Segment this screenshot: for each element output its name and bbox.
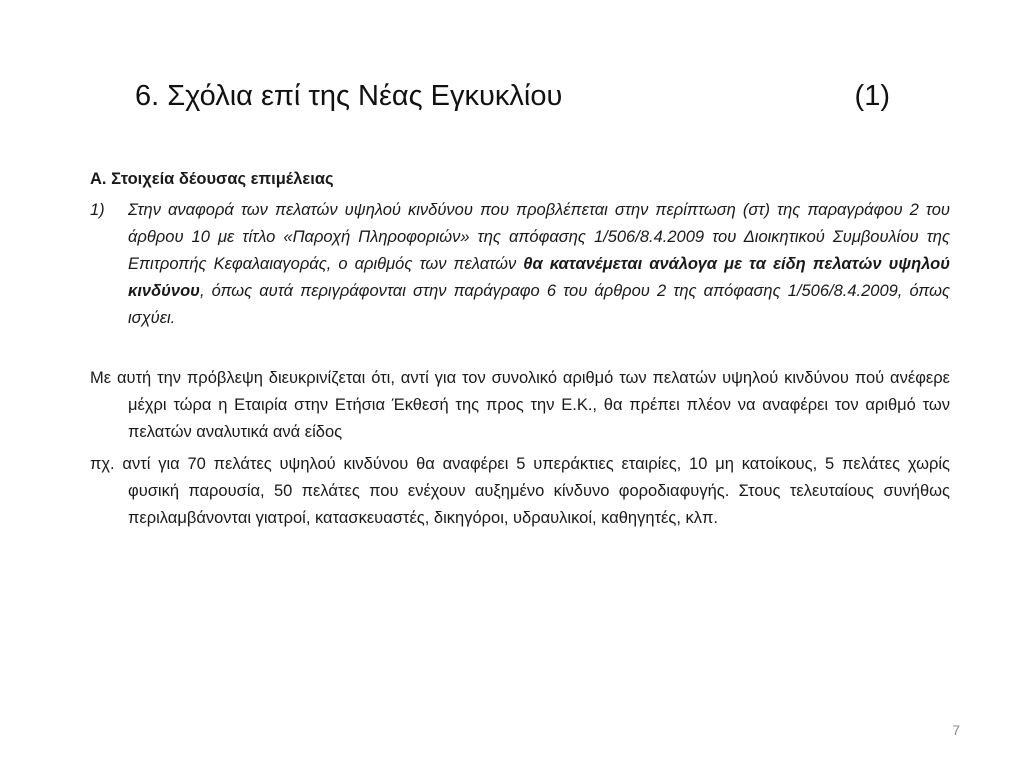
slide-title-row <box>135 76 890 122</box>
list-item-text-end: , όπως αυτά περιγράφονται στην παράγραφο 6 του άρθρου 2 της απόφασης 1/506/8.4.2009, όπως ισχύει. <box>128 282 950 327</box>
list-item-text-start: Στην αναφορά των πελατών υψηλού κινδύνου που προβλέπεται στην περίπτωση (στ) της παραγράφου 2 του άρθρου 10 με τίτλο «Παροχή Πληροφοριών» της απόφασης 1/506/8.4.2009 του Διοικητικού Συμβουλίου της Επιτροπής Κεφαλαιαγοράς, ο αριθμός των πελατών <box>128 201 950 273</box>
slide-title: 6. Σχόλια επί της Νέας Εγκυκλίου <box>135 80 563 112</box>
list-item-marker: 1) <box>90 201 105 219</box>
explanation-paragraph: Με αυτή την πρόβλεψη διευκρινίζεται ότι, αντί για τον συνολικό αριθμό των πελατών υψηλού κινδύνου πού ανέφερε μέχρι τώρα η Εταιρία στην Ετήσια Έκθεσή της προς την Ε.Κ., θα πρέπει πλέον να αναφέρει τον αριθμό των πελατών αναλυτικά ανά είδος <box>90 369 950 441</box>
list-item-text-bold: θα κατανέμεται ανάλογα με τα είδη πελατών υψηλού κινδύνου <box>128 255 950 300</box>
slide-title-number: (1) <box>854 80 890 112</box>
section-heading: Α. Στοιχεία δέουσας επιμέλειας <box>90 170 334 188</box>
list-item-1 <box>90 197 950 332</box>
page-number: 7 <box>952 722 960 738</box>
slide-content <box>90 166 950 532</box>
list-item-body <box>128 197 950 332</box>
example-paragraph: πχ. αντί για 70 πελάτες υψηλού κινδύνου θα αναφέρει 5 υπεράκτιες εταιρίες, 10 μη κατοίκους, 5 πελάτες χωρίς φυσική παρουσία, 50 πελάτες που ενέχουν αυξημένο κίνδυνο φοροδιαφυγής. Στους τελευταίους συνήθως περιλαμβάνονται γιατροί, κατασκευαστές, δικηγόροι, υδραυλικοί, καθηγητές, κλπ. <box>90 455 950 527</box>
